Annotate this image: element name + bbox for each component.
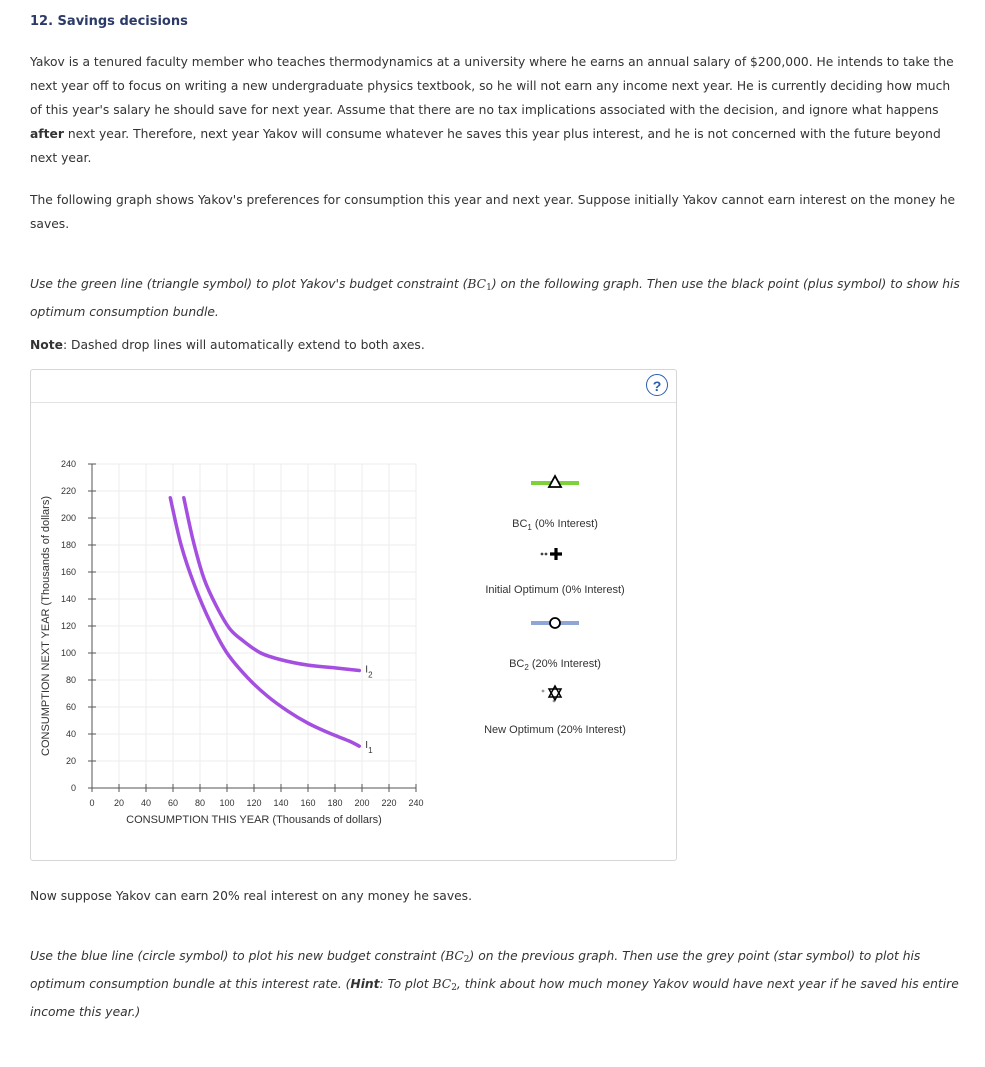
- instruction-bc2: Use the blue line (circle symbol) to plot his new budget constraint (BC2) on the previous graph. Then use the grey point (star symbol) to plot his optimum consumption bundle at this interest rate. (Hint: To plot BC2, think about how much money Yakov would have next year if he saved his entire income this year.): [30, 949, 959, 1019]
- y-tick-label: 0: [70, 783, 76, 793]
- y-tick-label: 80: [65, 675, 76, 685]
- y-tick-label: 100: [60, 648, 76, 658]
- drop-dot: [542, 690, 545, 693]
- x-tick-label: 180: [327, 798, 343, 808]
- indifference-curve-i1: [170, 498, 359, 746]
- x-tick-label: 200: [354, 798, 370, 808]
- graph-panel: [30, 369, 677, 861]
- x-tick-label: 120: [246, 798, 262, 808]
- y-axis-title: CONSUMPTION NEXT YEAR (Thousands of dollars): [40, 495, 52, 757]
- legend-initial-optimum-label: Initial Optimum (0% Interest): [485, 584, 625, 596]
- scenario-paragraph: Yakov is a tenured faculty member who teaches thermodynamics at a university where he earns an annual salary of $200,000. He intends to take the next year off to focus on writing a new undergraduate physics textbook, so he will not earn any income next year. He is currently deciding how much of this year's salary he should save for next year. Assume that there are no tax implications associated with the decision, and ignore what happens after next year. Therefore, next year Yakov will consume whatever he saves this year plus interest, and he is not concerned with the future beyond next year.: [30, 55, 954, 165]
- legend-new-optimum-label: New Optimum (20% Interest): [484, 724, 626, 736]
- legend-bc1-label: $BC_1$ (0% Interest): [512, 518, 598, 532]
- y-tick-label: 180: [60, 540, 76, 550]
- legend-bc2-label: $BC_2$ (20% Interest): [509, 658, 601, 672]
- x-tick-label: 20: [113, 798, 125, 808]
- label-i2: $I_2$: [365, 664, 373, 680]
- savings-graph[interactable]: [31, 370, 676, 860]
- drop-dot: [541, 553, 544, 556]
- x-tick-label: 140: [273, 798, 289, 808]
- circle-icon: [550, 618, 560, 628]
- note-label: Note: [30, 338, 63, 352]
- x-tick-label: 0: [89, 798, 95, 808]
- x-tick-label: 60: [167, 798, 179, 808]
- x-tick-label: 80: [194, 798, 206, 808]
- legend-bc1-tool[interactable]: [512, 476, 598, 532]
- hint-label: Hint: [350, 977, 380, 991]
- drop-dot: [545, 553, 548, 556]
- legend-bc2-tool[interactable]: [509, 618, 601, 672]
- interest-paragraph: Now suppose Yakov can earn 20% real interest on any money he saves.: [30, 889, 472, 903]
- preferences-paragraph: The following graph shows Yakov's preferences for consumption this year and next year. Suppose initially Yakov cannot earn interest on the money he saves.: [30, 193, 956, 231]
- x-tick-label: 240: [408, 798, 424, 808]
- y-tick-label: 40: [65, 729, 76, 739]
- emphasis-after: after: [30, 127, 64, 141]
- star-icon: [549, 686, 561, 700]
- x-tick-label: 160: [300, 798, 316, 808]
- x-tick-label: 40: [140, 798, 152, 808]
- y-tick-label: 200: [60, 513, 76, 523]
- y-tick-label: 220: [60, 486, 76, 496]
- legend-new-optimum-tool[interactable]: [484, 686, 626, 736]
- y-tick-label: 60: [65, 702, 76, 712]
- y-tick-label: 240: [60, 459, 76, 469]
- y-tick-label: 140: [60, 594, 76, 604]
- legend-initial-optimum-tool[interactable]: [485, 548, 624, 596]
- y-tick-label: 120: [60, 621, 76, 631]
- label-i1: $I_1$: [365, 740, 373, 756]
- help-button[interactable]: ?: [646, 374, 668, 396]
- y-tick-label: 20: [65, 756, 76, 766]
- x-axis-title: CONSUMPTION THIS YEAR (Thousands of dollars): [126, 814, 382, 826]
- indifference-curve-i2: [184, 498, 359, 671]
- x-tick-label: 220: [381, 798, 397, 808]
- plus-icon: [550, 548, 562, 560]
- y-tick-label: 160: [60, 567, 76, 577]
- note-line: Note: Dashed drop lines will automatically extend to both axes.: [30, 338, 425, 352]
- x-tick-label: 100: [219, 798, 235, 808]
- instruction-bc1: Use the green line (triangle symbol) to plot Yakov's budget constraint (BC1) on the following graph. Then use the black point (plus symbol) to show his optimum consumption bundle.: [30, 277, 960, 319]
- question-title: 12. Savings decisions: [30, 14, 188, 29]
